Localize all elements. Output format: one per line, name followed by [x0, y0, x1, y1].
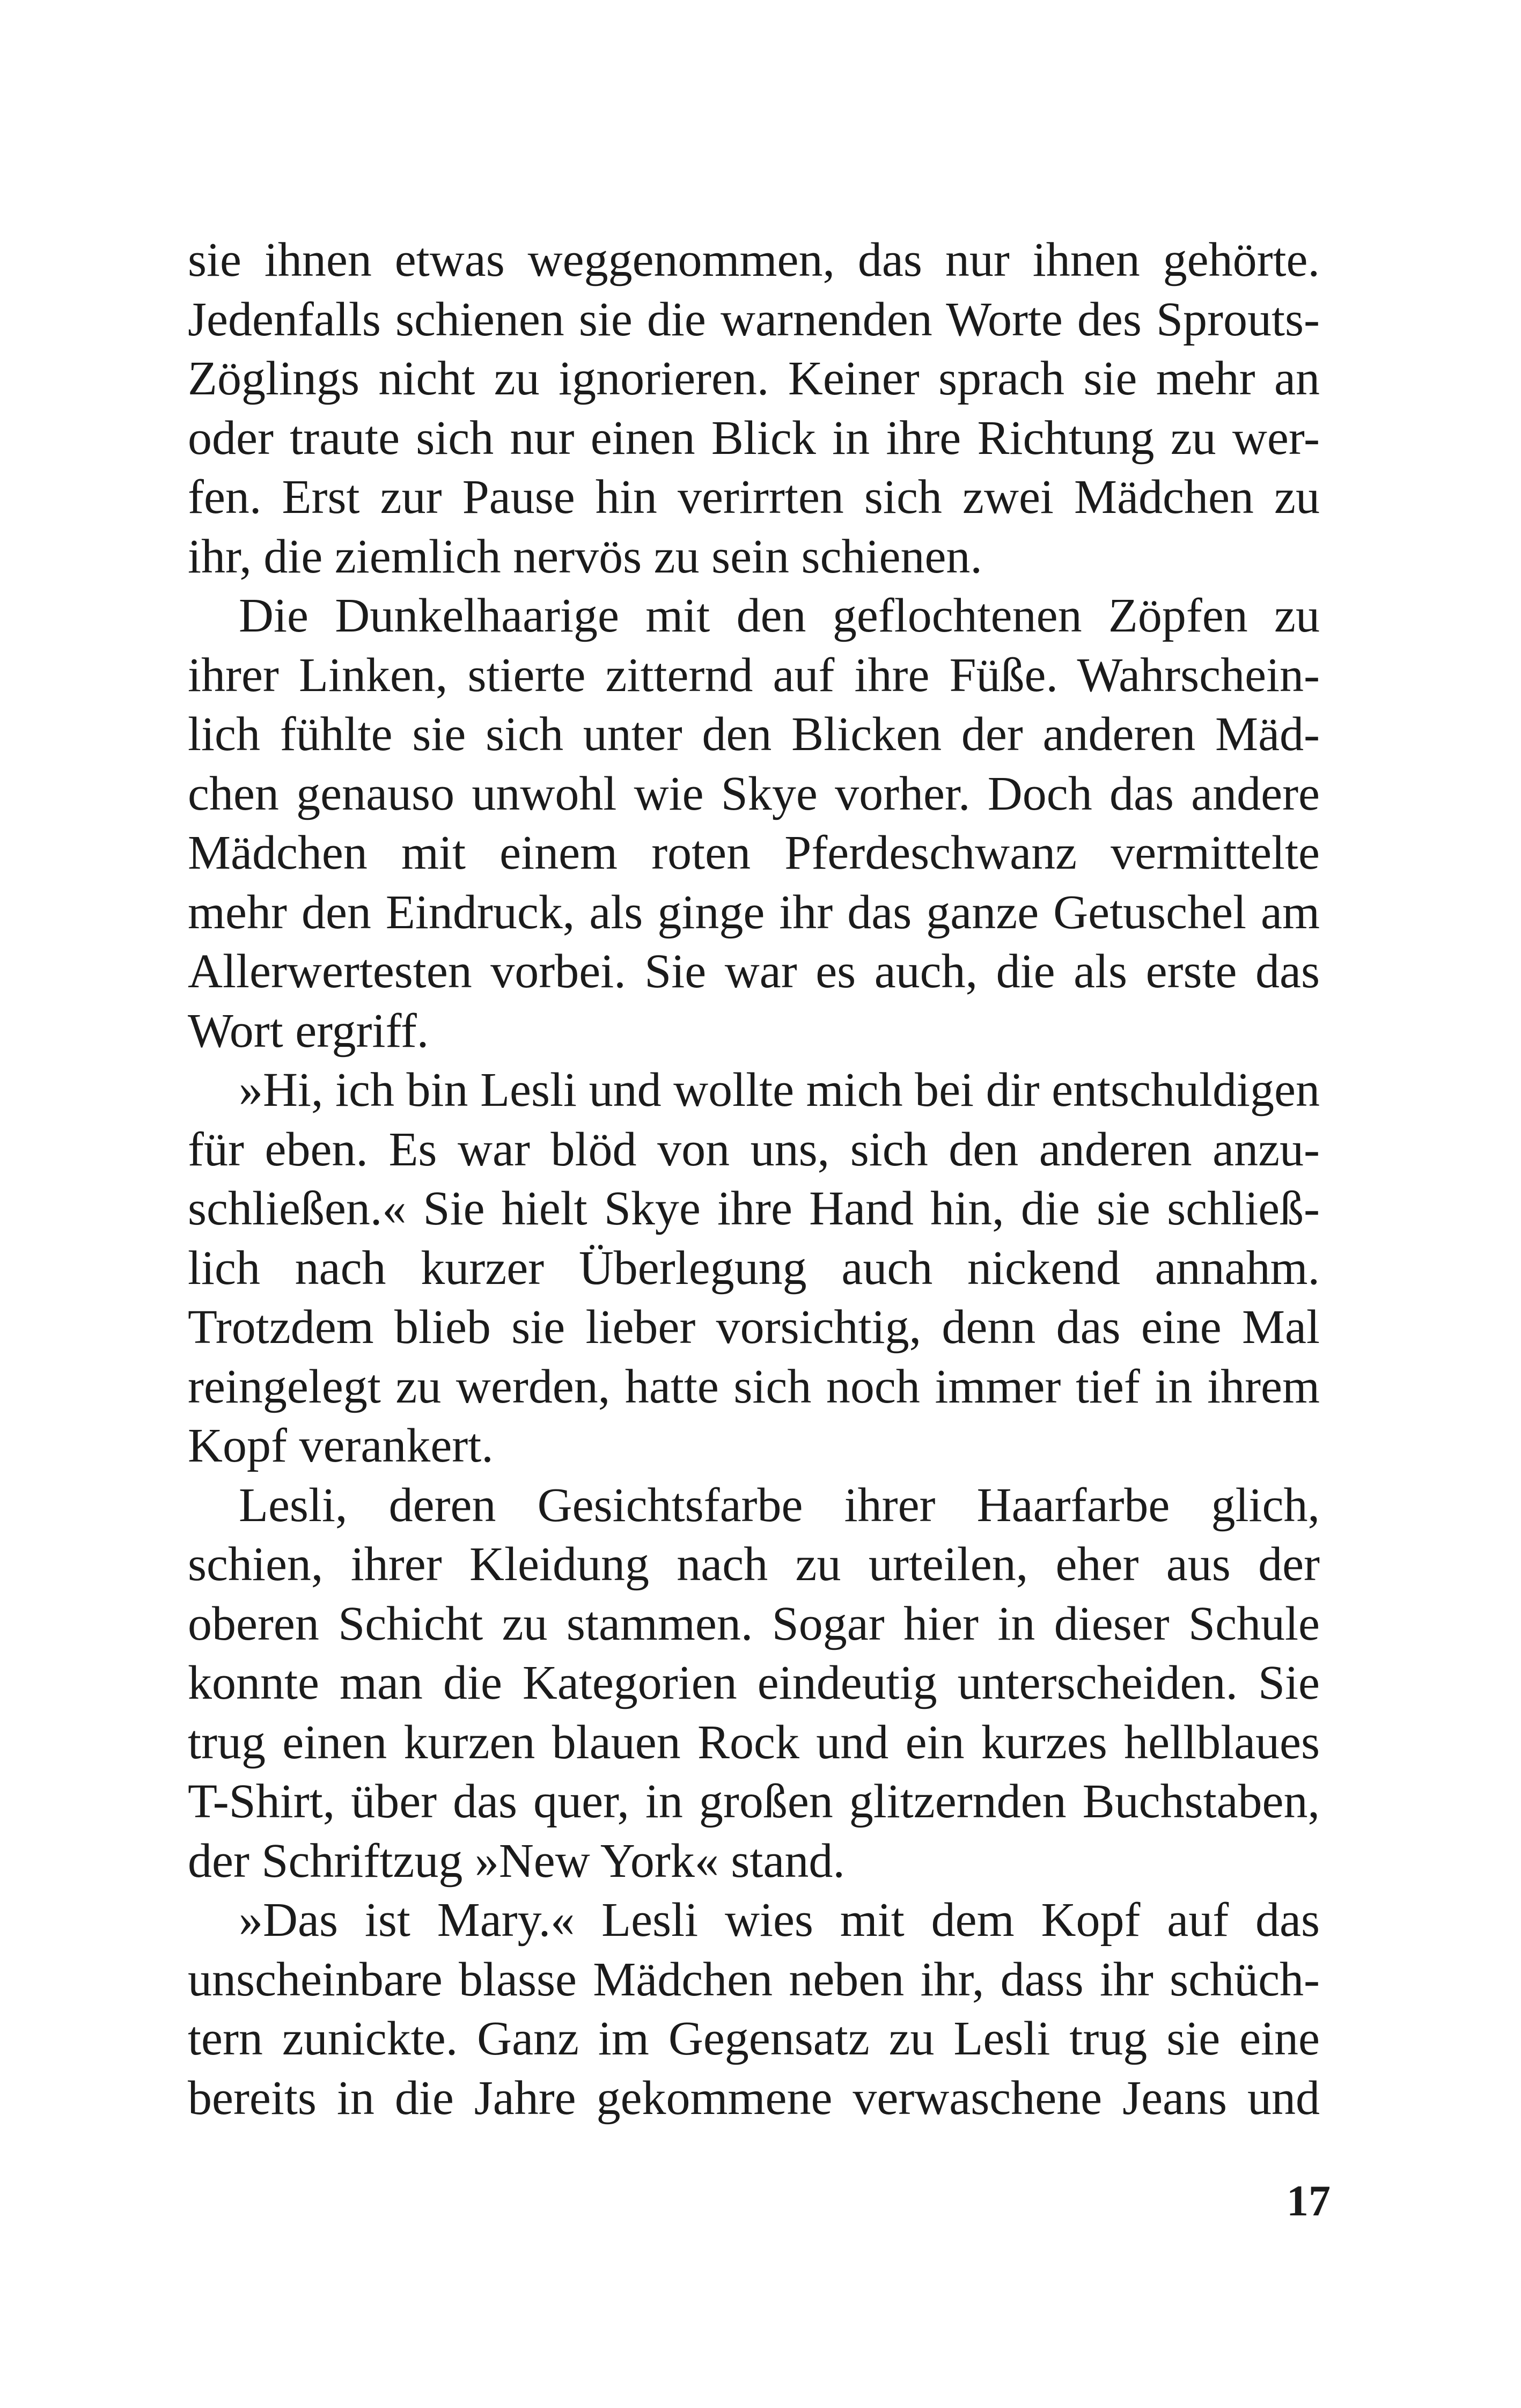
page-number: 17 [1287, 2176, 1331, 2225]
text-line: »Das ist Mary.« Lesli wies mit dem Kopf auf das [239, 1893, 1320, 1947]
text-line: sie ihnen etwas weggenommen, das nur ihnen gehörte. [188, 233, 1320, 287]
text-line: Die Dunkelhaarige mit den geflochtenen Zöpfen zu [239, 589, 1320, 642]
text-line: unscheinbare blasse Mädchen neben ihr, dass ihr schüch- [188, 1952, 1320, 2006]
text-line: reingelegt zu werden, hatte sich noch immer tief in ihrem [188, 1360, 1320, 1413]
paragraph [188, 1061, 1320, 1476]
paragraph [188, 1476, 1320, 1891]
text-line: lich nach kurzer Überlegung auch nickend annahm. [188, 1241, 1320, 1295]
text-line: oberen Schicht zu stammen. Sogar hier in dieser Schule [188, 1597, 1320, 1650]
text-line: lich fühlte sie sich unter den Blicken der anderen Mäd- [188, 708, 1320, 761]
text-line: Lesli, deren Gesichtsfarbe ihrer Haarfarbe glich, [239, 1478, 1320, 1532]
text-line: für eben. Es war blöd von uns, sich den anderen anzu- [188, 1122, 1320, 1176]
text-line: der Schriftzug »New York« stand. [188, 1834, 845, 1888]
paragraph [188, 231, 1320, 586]
text-line: chen genauso unwohl wie Skye vorher. Doch das andere [188, 767, 1320, 820]
text-line: ihr, die ziemlich nervös zu sein schienen. [188, 530, 982, 583]
body-text [188, 231, 1320, 2128]
text-line: Jedenfalls schienen sie die warnenden Worte des Sprouts- [188, 292, 1320, 346]
text-line: Wort ergriff. [188, 1004, 429, 1058]
text-line: konnte man die Kategorien eindeutig unterscheiden. Sie [188, 1656, 1320, 1709]
text-line: schien, ihrer Kleidung nach zu urteilen, eher aus der [188, 1538, 1320, 1591]
text-line: fen. Erst zur Pause hin verirrten sich zwei Mädchen zu [188, 471, 1320, 524]
text-line: T-Shirt, über das quer, in großen glitzernden Buchstaben, [188, 1775, 1320, 1828]
text-line: trug einen kurzen blauen Rock und ein kurzes hellblaues [188, 1715, 1320, 1769]
text-line: bereits in die Jahre gekommene verwaschene Jeans und [188, 2071, 1320, 2125]
text-line: schließen.« Sie hielt Skye ihre Hand hin, die sie schließ- [188, 1182, 1320, 1235]
text-line: oder traute sich nur einen Blick in ihre Richtung zu wer- [188, 411, 1320, 465]
text-line: ihrer Linken, stierte zitternd auf ihre Füße. Wahrschein- [188, 648, 1320, 702]
text-line: tern zunickte. Ganz im Gegensatz zu Lesli trug sie eine [188, 2012, 1320, 2065]
text-line: Zöglings nicht zu ignorieren. Keiner sprach sie mehr an [188, 352, 1320, 405]
paragraph [188, 586, 1320, 1061]
text-line: Kopf verankert. [188, 1419, 494, 1472]
text-line: mehr den Eindruck, als ginge ihr das ganze Getuschel am [188, 885, 1320, 939]
text-line: »Hi, ich bin Lesli und wollte mich bei dir entschuldigen [239, 1063, 1320, 1117]
text-line: Mädchen mit einem roten Pferdeschwanz vermittelte [188, 826, 1320, 879]
text-line: Allerwertesten vorbei. Sie war es auch, die als erste das [188, 945, 1320, 998]
text-line: Trotzdem blieb sie lieber vorsichtig, denn das eine Mal [188, 1301, 1320, 1354]
paragraph [188, 1891, 1320, 2128]
